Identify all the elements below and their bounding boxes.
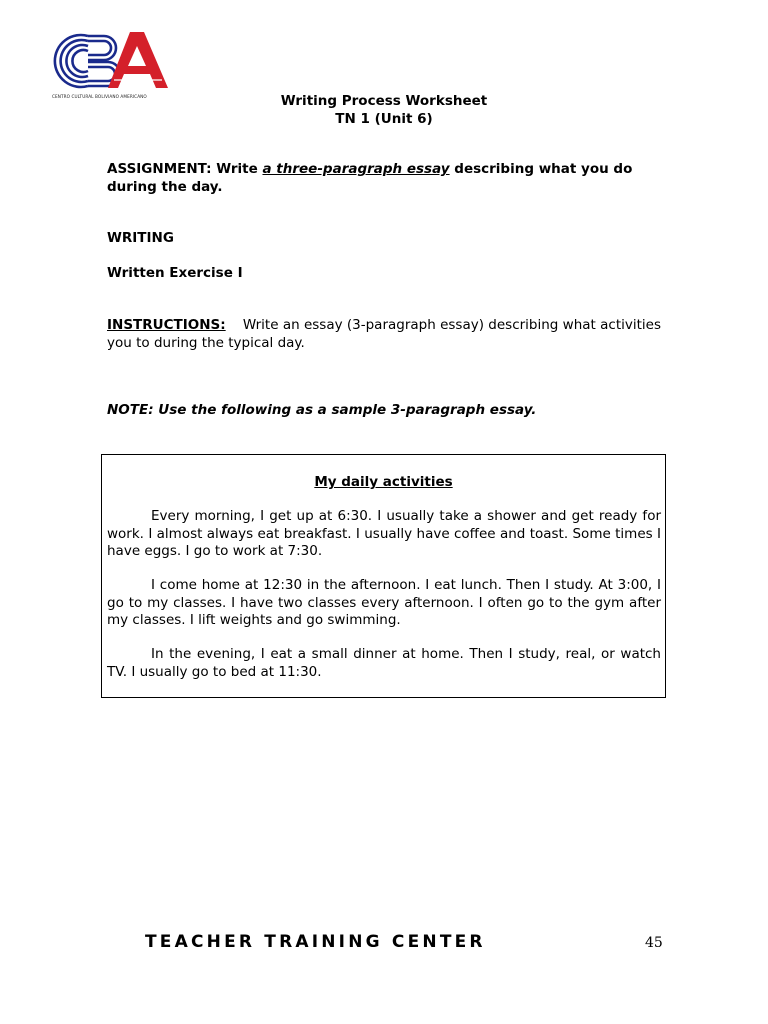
instructions-text: Write an essay (3-paragraph essay) describing what activities you to during the typical day. [107,317,662,351]
essay-paragraph: I come home at 12:30 in the afternoon. I eat lunch. Then I study. At 3:00, I go to my classes. I have two classes every afternoon. I often go to the gym after my classes. I lift weights and go swimming. [107,577,661,628]
page-number: 45 [645,935,663,951]
essay-paragraph: Every morning, I get up at 6:30. I usually take a shower and get ready for work. I almost always eat breakfast. I usually have coffee and toast. Some times I have eggs. I go to work at 7:30. [107,508,661,559]
instructions-label: INSTRUCTIONS: [107,317,226,333]
note: NOTE: Use the following as a sample 3-paragraph essay. [107,402,537,418]
essay-title: My daily activities [314,474,453,490]
assignment-label: ASSIGNMENT: Write [107,161,263,177]
assignment-emphasis: a three-paragraph essay [262,161,450,177]
instructions [107,317,661,352]
assignment-rest: describing what you do during the day. [107,161,633,195]
worksheet-subtitle: TN 1 (Unit 6) [335,111,433,127]
cba-logo-mark [52,28,170,94]
sample-essay-box [101,454,666,698]
worksheet-title: Writing Process Worksheet [280,93,488,109]
essay-paragraph: In the evening, I eat a small dinner at home. Then I study, real, or watch TV. I usually go to bed at 11:30. [107,646,661,680]
logo-caption: CENTRO CULTURAL BOLIVIANO AMERICANO [52,94,147,99]
section-heading: WRITING [107,230,174,246]
footer-text: TEACHER TRAINING CENTER [145,932,486,952]
cba-logo [52,28,170,102]
exercise-heading: Written Exercise I [107,265,243,281]
assignment [107,161,661,196]
worksheet-header [0,92,768,128]
